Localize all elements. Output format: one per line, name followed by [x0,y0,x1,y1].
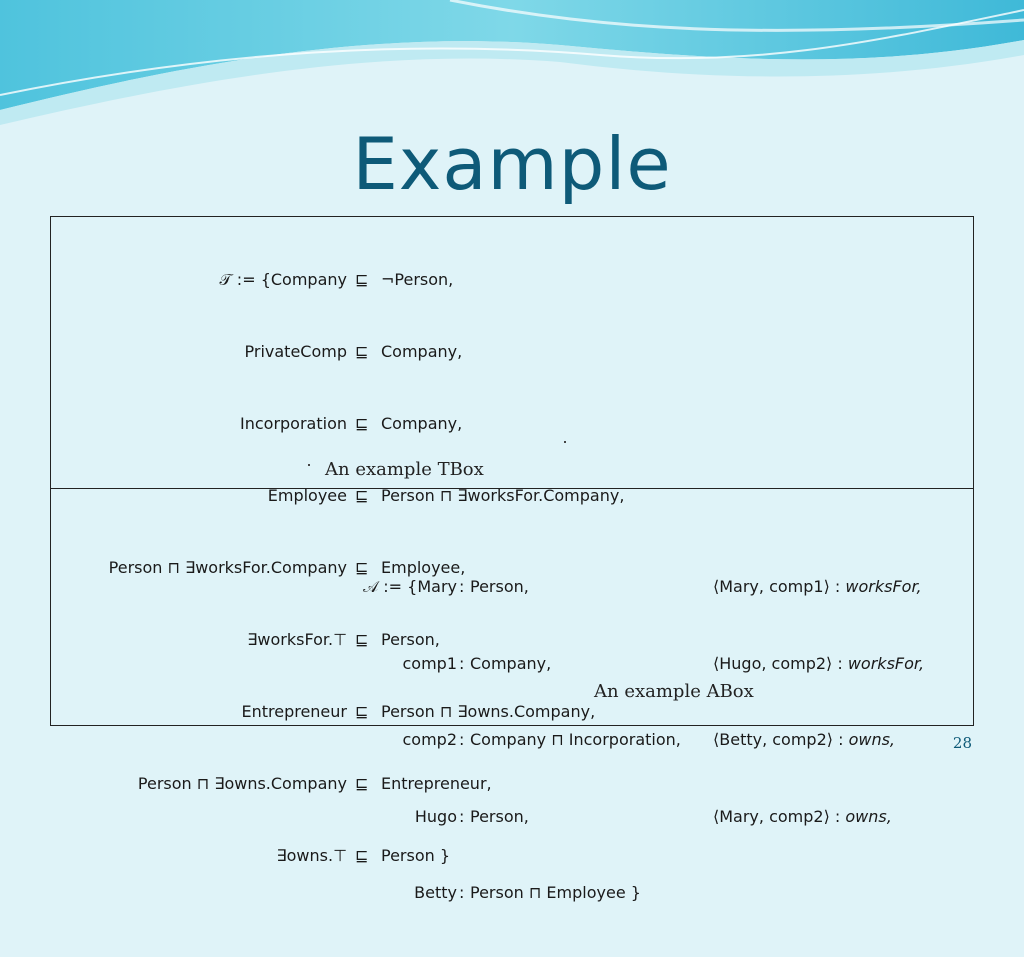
abox-concept: Person, [470,577,529,596]
abox-individual: 𝒜 := {Mary [363,577,457,596]
tbox-line-rhs: Person, [381,630,440,649]
abox-caption: An example ABox [594,681,754,702]
abox-role: owns, [845,806,892,826]
tbox-line-rhs: Company, [381,342,463,361]
tbox-line-rhs: Entrepreneur, [381,774,492,793]
page-number: 28 [952,734,972,752]
tbox-line-lhs: Entrepreneur [241,702,347,721]
tbox-line-lhs: Incorporation [240,414,347,433]
tbox-line-rhs: Company, [381,414,463,433]
tbox-line-rhs: Person } [381,846,451,865]
abox-colon: : [459,806,465,826]
abox-role-line: ⟨Mary, comp2⟩ : owns, [713,806,892,826]
tbox-line-lhs: ∃owns.⊤ [276,846,347,865]
slide-title: Example [352,122,672,206]
tbox-line-rhs: Person ⊓ ∃owns.Company, [381,702,596,721]
abox-role: owns, [848,730,895,749]
tbox-line-lhs: Person ⊓ ∃worksFor.Company [108,558,347,577]
abox-role-line: ⟨Mary, comp1⟩ : worksFor, [713,577,922,596]
abox-concept-column [470,523,681,957]
abox-pair: ⟨Mary, comp1⟩ [713,577,830,596]
abox-role: worksFor, [845,577,922,596]
abox-pair: ⟨Betty, comp2⟩ [713,730,833,749]
abox-individual: comp1 [402,653,457,673]
abox-role: worksFor, [847,653,925,673]
abox-pair: ⟨Mary, comp2⟩ [713,806,830,826]
abox-concept: Person, [470,806,529,826]
abox-role-line: ⟨Hugo, comp2⟩ : worksFor, [713,653,925,673]
abox-concept: Company, [470,653,552,673]
subsumption-symbol: ⊑ [355,414,369,433]
abox-colon: : [459,577,465,596]
tbox-line-rhs: ¬Person, [381,270,454,289]
abox-individual: comp2 [402,730,457,749]
tbox-line-rhs: Employee, [381,558,466,577]
subsumption-symbol: ⊑ [355,702,369,721]
section-divider [51,488,973,489]
stray-dot [564,441,566,443]
tbox-line-lhs: ∃worksFor.⊤ [247,630,347,649]
tbox-line-rhs: Person ⊓ ∃worksFor.Company, [381,486,625,505]
stray-dot [308,464,310,466]
subsumption-symbol: ⊑ [355,846,369,865]
abox-individual: Betty [414,883,457,902]
tbox-caption: An example TBox [325,459,484,480]
tbox-line-lhs: 𝒯 := {Company [219,270,347,289]
header-wave-decoration [0,0,1024,130]
subsumption-symbol: ⊑ [355,558,369,577]
abox-colon: : [459,730,465,749]
subsumption-symbol: ⊑ [355,486,369,505]
subsumption-symbol: ⊑ [355,774,369,793]
abox-concept: Person ⊓ Employee } [470,883,641,902]
abox-name-column [301,523,457,957]
subsumption-symbol: ⊑ [355,342,369,361]
tbox-line-lhs: Person ⊓ ∃owns.Company [137,774,347,793]
abox-concept: Company ⊓ Incorporation, [470,730,681,749]
tbox-line-lhs: Employee [267,486,347,505]
abox-pair: ⟨Hugo, comp2⟩ [713,653,833,673]
subsumption-symbol: ⊑ [355,630,369,649]
abox-colon: : [459,883,465,902]
abox-role-line: ⟨Betty, comp2⟩ : owns, [713,730,895,749]
abox-individual: Hugo [414,806,457,826]
abox-colon: : [459,653,465,673]
subsumption-symbol: ⊑ [355,270,369,289]
tbox-line-lhs: PrivateComp [244,342,347,361]
